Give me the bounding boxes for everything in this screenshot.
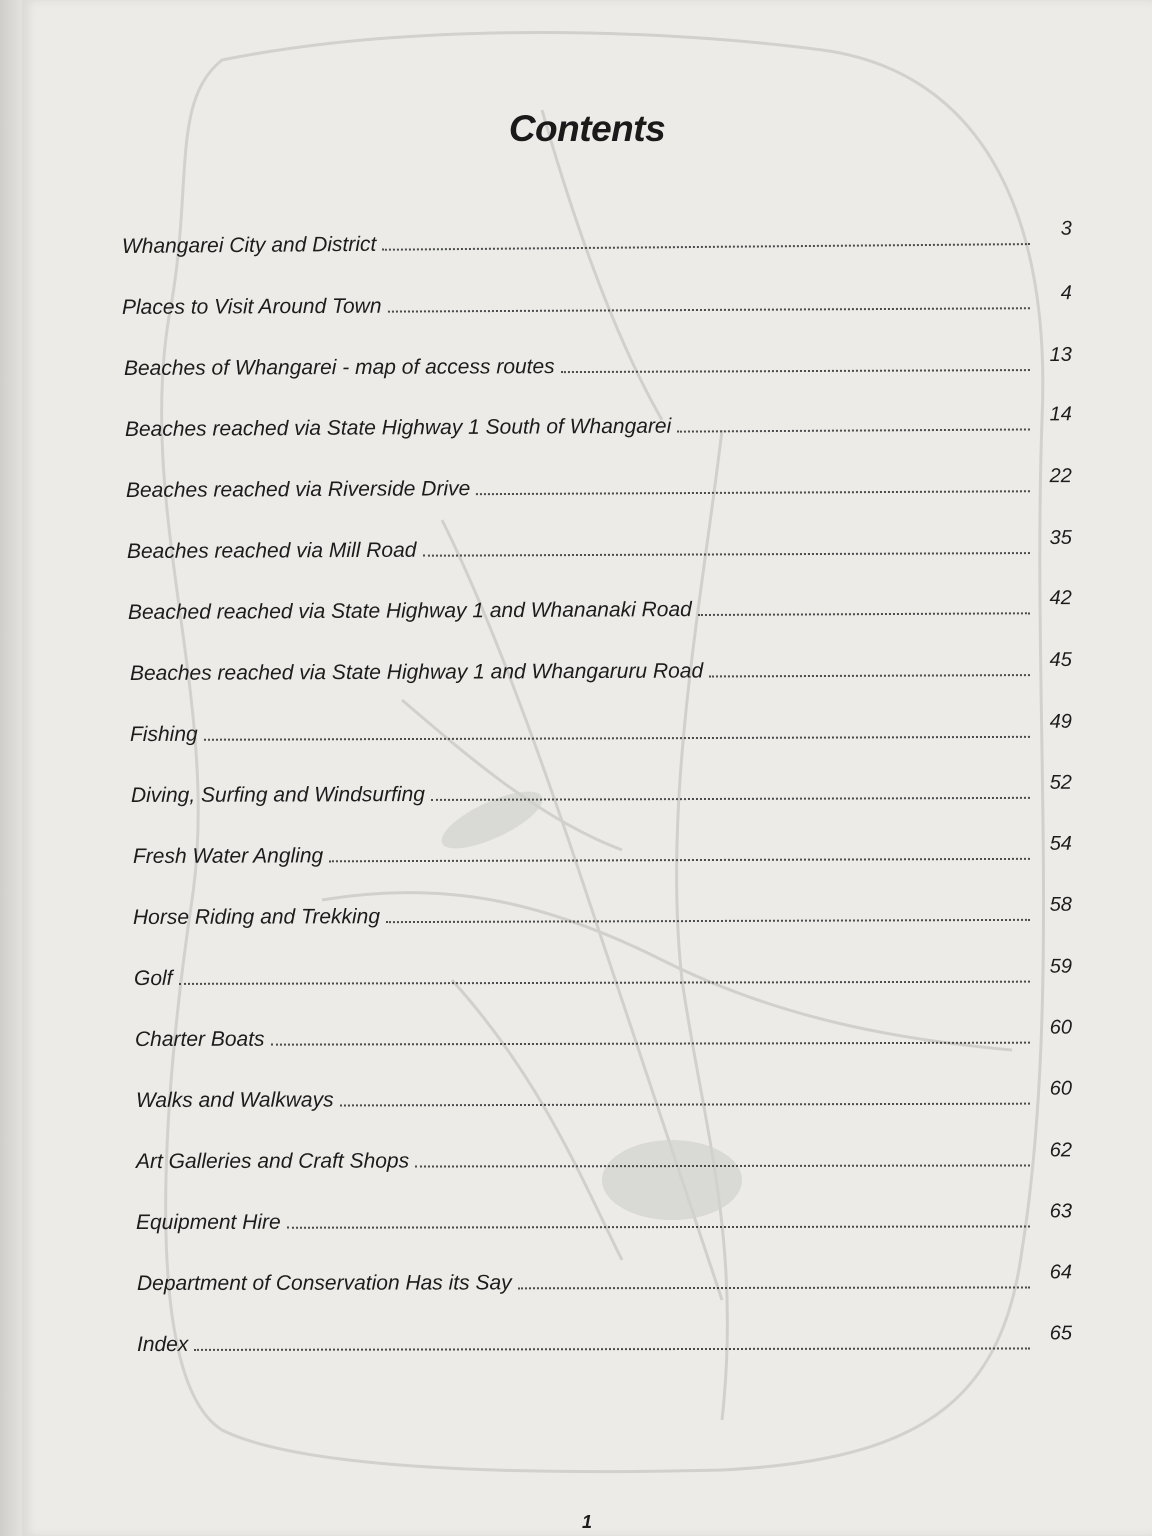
- toc-entry-page-number: 14: [1049, 403, 1072, 426]
- toc-dot-leader: [382, 243, 1030, 251]
- toc-entry: [133, 805, 1072, 869]
- toc-dot-leader: [287, 1225, 1030, 1228]
- toc-dot-leader: [561, 369, 1030, 373]
- toc-entry-page-number: 3: [1060, 217, 1072, 240]
- toc-entry: [124, 316, 1072, 381]
- toc-entry-page-number: 65: [1049, 1322, 1072, 1345]
- toc-entry-page-number: 58: [1049, 893, 1072, 916]
- toc-entry-title: Beaches of Whangarei - map of access routes: [123, 355, 555, 380]
- toc-entry: [127, 499, 1072, 564]
- toc-entry-page-number: 22: [1049, 465, 1072, 488]
- toc-entry-title: Charter Boats: [134, 1027, 265, 1051]
- toc-entry-title: Art Galleries and Craft Shops: [135, 1149, 410, 1173]
- toc-entry-page-number: 59: [1049, 955, 1072, 978]
- toc-entry-page-number: 52: [1049, 771, 1072, 794]
- toc-entry-title: Fresh Water Angling: [132, 844, 324, 868]
- book-spine-shadow: [0, 0, 22, 1536]
- toc-entry: [122, 254, 1072, 320]
- toc-entry: [137, 1233, 1072, 1296]
- toc-entry: [126, 437, 1072, 503]
- toc-dot-leader: [709, 674, 1030, 677]
- toc-dot-leader: [698, 612, 1030, 616]
- toc-dot-leader: [204, 736, 1030, 741]
- toc-entry-title: Horse Riding and Trekking: [132, 905, 381, 929]
- toc-entry-title: Equipment Hire: [135, 1210, 281, 1234]
- toc-entry-page-number: 49: [1049, 710, 1072, 733]
- toc-dot-leader: [431, 797, 1030, 801]
- toc-entry-title: Places to Visit Around Town: [121, 294, 382, 319]
- toc-entry: [135, 989, 1072, 1052]
- toc-entry-page-number: 62: [1049, 1139, 1072, 1162]
- toc-dot-leader: [476, 490, 1030, 495]
- toc-entry-title: Golf: [133, 966, 173, 990]
- toc-entry-page-number: 54: [1049, 832, 1072, 855]
- toc-entry: [136, 1172, 1072, 1235]
- toc-dot-leader: [329, 858, 1030, 862]
- toc-entry: [134, 928, 1072, 991]
- toc-entry-title: Beaches reached via State Highway 1 and Whangaruru Road: [129, 659, 704, 685]
- toc-entry: [128, 559, 1072, 625]
- toc-entry-title: Department of Conservation Has its Say: [136, 1271, 512, 1295]
- toc-entry-page-number: 13: [1049, 343, 1072, 366]
- toc-dot-leader: [340, 1103, 1030, 1107]
- toc-entry-page-number: 60: [1049, 1077, 1072, 1100]
- toc-dot-leader: [422, 552, 1030, 557]
- toc-entry-page-number: 64: [1049, 1261, 1072, 1284]
- toc-dot-leader: [518, 1286, 1030, 1289]
- toc-entry-page-number: 45: [1049, 648, 1072, 671]
- toc-entry-title: Index: [136, 1332, 189, 1356]
- toc-entry: [131, 744, 1072, 808]
- toc-entry-title: Diving, Surfing and Windsurfing: [130, 782, 425, 807]
- toc-entry-page-number: 35: [1049, 526, 1072, 549]
- toc-entry: [133, 866, 1072, 930]
- toc-entry-title: Beaches reached via State Highway 1 South of Whangarei: [124, 414, 672, 441]
- table-of-contents: [122, 198, 1072, 1357]
- toc-entry: [136, 1111, 1072, 1174]
- toc-entry-title: Beaches reached via Riverside Drive: [125, 477, 471, 502]
- page-title: Contents: [508, 108, 666, 149]
- toc-dot-leader: [386, 919, 1030, 923]
- toc-dot-leader: [194, 1347, 1030, 1350]
- toc-entry-title: Beaches reached via Mill Road: [126, 538, 417, 563]
- toc-dot-leader: [415, 1164, 1030, 1167]
- toc-entry-page-number: 60: [1049, 1016, 1072, 1039]
- toc-entry-title: Whangarei City and District: [121, 232, 377, 259]
- toc-entry: [136, 1050, 1072, 1113]
- toc-entry-page-number: 42: [1049, 587, 1072, 610]
- toc-entry-title: Fishing: [129, 722, 198, 746]
- toc-entry: [137, 1294, 1072, 1357]
- toc-dot-leader: [178, 981, 1029, 985]
- toc-entry-page-number: 4: [1060, 282, 1072, 305]
- book-page: [22, 0, 1152, 1536]
- toc-entry: [130, 683, 1072, 747]
- toc-entry-title: Walks and Walkways: [135, 1088, 334, 1112]
- toc-dot-leader: [677, 428, 1030, 432]
- toc-dot-leader: [271, 1042, 1030, 1046]
- toc-dot-leader: [388, 307, 1030, 312]
- toc-entry: [130, 621, 1072, 686]
- toc-entry-title: Beached reached via State Highway 1 and Whananaki Road: [127, 598, 692, 624]
- toc-entry: [121, 190, 1071, 259]
- page-number: 1: [581, 1512, 592, 1532]
- toc-entry: [125, 375, 1072, 442]
- toc-entry-page-number: 63: [1049, 1200, 1072, 1223]
